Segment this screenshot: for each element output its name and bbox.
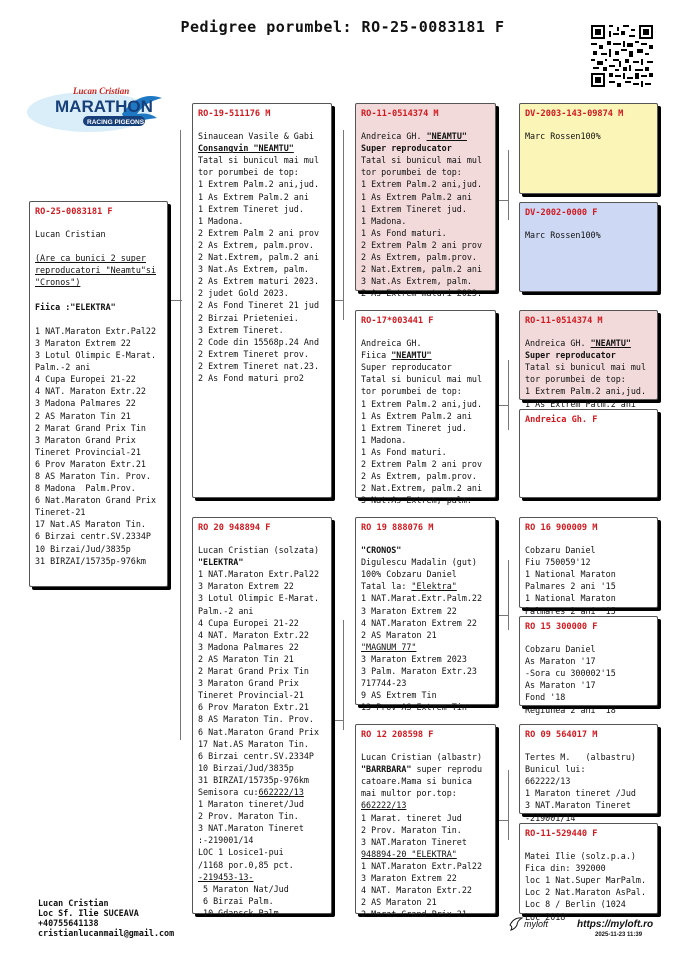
note-line: 17 Nat.AS Maraton Tin.	[198, 738, 309, 749]
note-line: 6 Prov Maraton Extr.21	[198, 702, 309, 713]
note-line: 2 Nat.Extrem, palm.2 ani	[361, 264, 483, 275]
note-line: 2 Birzai Prieteniei.	[198, 312, 299, 323]
note-line: 2 Nat.Extrem, palm.2 ani	[361, 483, 483, 494]
note-line: Tatal la: "Elektra"	[361, 581, 457, 592]
note-line	[35, 313, 162, 325]
ring-number: DV-2003-143-09874 M	[525, 109, 624, 119]
note-line: As Maraton '17	[525, 656, 596, 667]
owner-address: Loc Sf. Ilie SUCEAVA	[38, 908, 139, 918]
card-notes	[361, 130, 490, 299]
note-line: 10 Birzai/Jud/3835p	[198, 762, 294, 773]
pigeon-card-dds[interactable]	[519, 724, 658, 823]
card-notes	[361, 544, 490, 713]
note-line: 1 As Extrem Palm.2 ani	[361, 191, 472, 202]
note-line: tor porumbei de top:	[525, 374, 626, 385]
note-line: Tatal si bunicul mai mul	[361, 374, 483, 385]
note-line: 2 As Fond Tineret 21 jud	[198, 300, 320, 311]
note-line: Palmares 2 ani '15	[525, 581, 616, 592]
note-line: "MAGNUM 77"	[361, 641, 417, 652]
note-line: 1 Marat. tineret Jud	[361, 812, 462, 823]
note-line: 3 Lotul Olimpic E-Marat.	[35, 350, 157, 361]
note-line: Marc Rossen100%	[525, 131, 601, 142]
note-line: 2 Prov. Maraton Tin.	[198, 811, 299, 822]
ring-number: RO-19-511176 M	[198, 109, 271, 119]
owner-phone: +40755641138	[38, 918, 99, 928]
note-line	[35, 240, 162, 252]
note-line: 3 Maraton Extrem 22	[361, 605, 457, 616]
note-line: Loc 2018	[525, 911, 566, 922]
note-line: 1 Extrem Tineret jud.	[361, 422, 467, 433]
ring-number: RO-11-0514374 M	[525, 316, 603, 326]
note-line: Super reproducator	[361, 362, 452, 373]
note-line: Semisora cu:662222/13	[198, 786, 304, 797]
note-line: Andreica GH. "NEAMTU"	[525, 338, 631, 349]
note-line: 1 As Extrem Palm.2 ani	[525, 398, 636, 409]
note-line: 1 Extrem Tineret jud.	[198, 203, 304, 214]
note-line: 3 Maraton Extrem 22	[198, 581, 294, 592]
note-line: 10 Gdansck Palm	[198, 907, 279, 918]
note-line: 1 Extrem Palm.2 ani,jud.	[361, 179, 483, 190]
note-line: Tatal si bunicul mai mul	[198, 155, 320, 166]
note-line: -Sora cu 300002'15	[525, 668, 616, 679]
note-line: Tatal si bunicul mai mul	[361, 155, 483, 166]
note-line: 8 AS Maraton Tin. Prov.	[35, 470, 151, 481]
note-line: Fond '18	[525, 692, 566, 703]
qr-code-icon	[591, 25, 653, 87]
note-line: Lucan Cristian (solzata)	[198, 545, 320, 556]
pigeon-card-sire-sire[interactable]	[355, 103, 496, 299]
note-line	[35, 289, 162, 301]
note-line: 17 Nat.AS Maraton Tin.	[35, 519, 146, 530]
note-line: 3 Madona Palmares 22	[198, 641, 299, 652]
note-line: 4 Cupa Europei 21-22	[35, 374, 136, 385]
note-line: loc 1 Nat.Super MarPalm.	[525, 875, 647, 886]
ring-number: RO-17*003441 F	[361, 316, 434, 326]
note-line: 2 As Extrem maturi 2023.	[361, 288, 483, 299]
note-line: 6 Birzai centr.SV.2334P	[35, 531, 151, 542]
note-line: Loc 8 / Berlin (1024	[525, 899, 626, 910]
ring-number: Andreica Gh. F	[525, 415, 598, 425]
note-line: 1 As Fond maturi.	[361, 227, 447, 238]
note-line: 2 Extrem Tineret prov.	[198, 348, 309, 359]
note-line: 4 NAT.Maraton Extrem 22	[361, 617, 477, 628]
note-line: 2 Marat Grand Prix Tin	[198, 666, 309, 677]
note-line: 2 AS Maraton Tin 21	[35, 410, 131, 421]
note-line: 2 As Extrem, palm.prov.	[361, 252, 477, 263]
note-line: 31 BIRZAI/15735p-976km	[35, 555, 146, 566]
note-line: Marc Rossen100%	[525, 230, 601, 241]
note-line: 8 AS Maraton Tin. Prov.	[198, 714, 314, 725]
note-line: 3 Maraton Extrem 22	[361, 873, 457, 884]
generated-timestamp: 2025-11-23 11:39	[595, 932, 643, 938]
ring-number: RO 20 948894 F	[198, 523, 271, 533]
card-notes	[525, 130, 652, 142]
note-line: LOC 1 Losice1-pui	[198, 847, 284, 858]
note-line: 6 Nat.Maraton Grand Prix	[35, 495, 157, 506]
note-line: Digulescu Madalin (gut)	[361, 557, 477, 568]
note-line: 1 NAT.Maraton Extr.Pal22	[361, 860, 483, 871]
svg-text:Lucan Cristian: Lucan Cristian	[73, 86, 130, 96]
owner-email: cristianlucanmail@gmail.com	[38, 928, 175, 938]
note-line: 3 Lotul Olimpic E-Marat.	[198, 593, 320, 604]
note-line: catoare.Mama si bunica	[361, 776, 472, 787]
note-line: Fiu 750059'12	[525, 557, 591, 568]
card-notes	[525, 751, 652, 824]
note-line: 1 Extrem Palm.2 ani,jud.	[525, 386, 647, 397]
note-line: 2 Marat Grand Prix Tin	[35, 422, 146, 433]
note-line: 2 Marat Grand Prix 21	[361, 909, 467, 920]
card-notes	[198, 544, 326, 919]
note-line: Palm.-2 ani	[35, 362, 91, 373]
note-line: 1 Madona.	[361, 434, 407, 445]
note-line: /1168 por.0,85 pct.	[198, 859, 294, 870]
note-line: 1 Extrem Palm.2 ani,jud.	[361, 398, 483, 409]
note-line: Cobzaru Daniel	[525, 545, 596, 556]
note-line: 3 Madona Palmares 22	[35, 398, 136, 409]
note-line: Bunicul lui:	[525, 764, 586, 775]
note-line: 2 Prov. Maraton Tin.	[361, 824, 462, 835]
note-line: Tineret-21	[35, 507, 86, 518]
note-line: 3 Maraton Extrem 2023	[361, 653, 467, 664]
card-notes	[525, 643, 652, 716]
note-line: Andreica GH. "NEAMTU"	[361, 131, 467, 142]
marathon-logo	[27, 84, 165, 136]
ring-number: RO-25-0083181 F	[35, 207, 113, 217]
pigeon-card-dam-sire[interactable]	[355, 517, 496, 713]
note-line: 1 NAT.Maraton Extr.Pal22	[35, 325, 157, 336]
ring-number: RO-11-0514374 M	[361, 109, 439, 119]
note-line: 2 Extrem Palm 2 ani prov	[361, 239, 483, 250]
pigeon-card-sds[interactable]	[519, 310, 658, 409]
note-line: 3 Maraton Grand Prix	[198, 678, 299, 689]
note-line: 4 Cupa Europei 21-22	[198, 617, 299, 628]
note-line: 10 Birzai/Jud/3835p	[35, 543, 131, 554]
note-line: Fiica :"ELEKTRA"	[35, 301, 116, 312]
note-line: Andreica GH.	[361, 338, 422, 349]
note-line: "ELEKTRA"	[198, 557, 244, 568]
note-line: 2 judet Gold 2023.	[198, 288, 289, 299]
note-line: (Are ca bunici 2 super	[35, 253, 146, 264]
pigeon-card-ddd[interactable]	[519, 823, 658, 922]
note-line: 717744-23	[361, 678, 407, 689]
note-line: 4 NAT. Maraton Extr.22	[198, 629, 309, 640]
note-line: 1 Madona.	[361, 215, 407, 226]
pigeon-card-sss[interactable]	[519, 103, 658, 194]
note-line: 6 Nat.Maraton Grand Prix	[198, 726, 320, 737]
note-line: Lucan Cristian	[35, 229, 106, 240]
myloft-bird-icon	[509, 915, 523, 931]
note-line: 1 Maraton tineret/Jud	[198, 799, 304, 810]
note-line: 13 Prov AS Extrem Tin	[361, 702, 467, 713]
note-line: 662222/13	[525, 776, 571, 787]
card-notes	[35, 228, 162, 567]
page-title: Pedigree porumbel: RO-25-0083181 F	[180, 18, 505, 36]
card-notes	[361, 751, 490, 920]
pigeon-card-dsd[interactable]	[519, 616, 658, 715]
note-line: 1 As Fond maturi.	[361, 446, 447, 457]
note-line: :-219001/14	[198, 835, 254, 846]
ring-number: RO-11-529440 F	[525, 829, 598, 839]
ring-number: RO 12 208598 F	[361, 730, 434, 740]
note-line: 2 Nat.Extrem, palm.2 ani	[198, 252, 320, 263]
card-notes	[525, 544, 652, 617]
note-line: Tineret Provincial-21	[35, 446, 141, 457]
note-line: 3 Nat.As Extrem, palm.	[361, 276, 472, 287]
note-line: 1 National Maraton	[525, 593, 616, 604]
note-line: tor porumbei de top:	[198, 167, 299, 178]
ring-number: RO 15 300000 F	[525, 622, 598, 632]
note-line: Regiunea 2 ani '18	[525, 704, 616, 715]
pigeon-card-subject[interactable]	[29, 201, 168, 587]
note-line: 6 Birzai centr.SV.2334P	[198, 750, 314, 761]
ring-number: RO 19 888076 M	[361, 523, 434, 533]
pigeon-card-sire-dam[interactable]	[355, 310, 496, 506]
note-line: 1 NAT.Marat.Extr.Palm.22	[361, 593, 483, 604]
note-line: 1 Extrem Tineret jud.	[361, 203, 467, 214]
note-line: 6 Birzai Palm.	[198, 895, 274, 906]
note-line: 1 NAT.Maraton Extr.Pal22	[198, 569, 320, 580]
note-line: 1 National Maraton	[525, 569, 616, 580]
pigeon-card-dam-dam[interactable]	[355, 724, 496, 920]
note-line: 31 BIRZAI/15735p-976km	[198, 774, 309, 785]
note-line: Super reproducator	[525, 350, 616, 361]
pigeon-card-sire[interactable]	[192, 103, 332, 498]
ring-number: DV-2002-0000 F	[525, 208, 598, 218]
note-line: -219453-13-	[198, 871, 254, 882]
note-line: tor porumbei de top:	[361, 386, 462, 397]
note-line: 4 NAT. Maraton Extr.22	[361, 885, 472, 896]
owner-name: Lucan Cristian	[38, 898, 109, 908]
owner-contact	[38, 898, 174, 938]
note-line: Tatal si bunicul mai mul	[525, 362, 647, 373]
note-line: 3 Maraton Extrem 22	[35, 337, 131, 348]
note-line: 100% Cobzaru Daniel	[361, 569, 457, 580]
note-line: 3 Palm. Maraton Extr.23	[361, 666, 477, 677]
note-line: 2 AS Maraton 21	[361, 897, 437, 908]
svg-text:RACING PIGEONS: RACING PIGEONS	[87, 119, 145, 126]
note-line: 2 AS Maraton 21	[361, 629, 437, 640]
pigeon-card-dss[interactable]	[519, 517, 658, 616]
note-line: 2 Extrem Palm 2 ani prov	[361, 459, 483, 470]
note-line: 1 As Extrem Palm.2 ani	[361, 410, 472, 421]
note-line: Super reproducator	[361, 143, 452, 154]
note-line: 948894-20 "ELEKTRA"	[361, 848, 457, 859]
note-line: "Cronos")	[35, 277, 81, 288]
note-line: 4 NAT. Maraton Extr.22	[35, 386, 146, 397]
note-line: -219001/14	[525, 812, 576, 823]
note-line: 662222/13	[361, 800, 407, 811]
note-line: Fiica "NEAMTU"	[361, 350, 432, 361]
note-line: 3 NAT.Maraton Tineret	[525, 800, 631, 811]
note-line: 2 Extrem Tineret nat.23.	[198, 360, 320, 371]
card-notes	[525, 229, 652, 241]
note-line: 6 Prov Maraton Extr.21	[35, 458, 146, 469]
note-line: 3 Extrem Tineret.	[198, 324, 284, 335]
ring-number: RO 16 900009 M	[525, 523, 598, 533]
note-line: Lucan Cristian (albastr)	[361, 752, 483, 763]
svg-text:MARATHON: MARATHON	[55, 97, 153, 116]
note-line: 8 Madona Palm.Prov.	[35, 483, 136, 494]
note-line: 3 Nat.As Extrem, palm.	[361, 495, 472, 506]
pigeon-card-sdd[interactable]	[519, 409, 658, 498]
note-line: Cobzaru Daniel	[525, 644, 596, 655]
note-line: 2 Code din 15568p.24 And	[198, 336, 320, 347]
note-line: 1 As Extrem Palm.2 ani	[198, 191, 309, 202]
pigeon-card-ssd[interactable]	[519, 202, 658, 292]
note-line: 2 Extrem Palm 2 ani prov	[198, 227, 320, 238]
note-line: As Maraton '17	[525, 680, 596, 691]
note-line: 2 As Extrem maturi 2023.	[198, 276, 320, 287]
note-line: 3 Maraton Grand Prix	[35, 434, 136, 445]
note-line: 1 Maraton tineret /Jud	[525, 788, 636, 799]
note-line: mai multor por.top:	[361, 788, 457, 799]
note-line: tor porumbei de top:	[361, 167, 462, 178]
note-line: Fica din: 392000	[525, 863, 606, 874]
note-line: 2 As Fond maturi pro2	[198, 372, 304, 383]
note-line: Matei Ilie (solz.p.a.)	[525, 851, 636, 862]
note-line: 2 AS Maraton Tin 21	[198, 653, 294, 664]
card-notes	[198, 130, 326, 384]
note-line: 2 As Extrem, palm.prov.	[198, 239, 314, 250]
note-line: Palmares 2 ani '15	[525, 605, 616, 616]
note-line: "CRONOS"	[361, 545, 402, 556]
note-line: 9 AS Extrem Tin	[361, 690, 437, 701]
note-line: Tineret Provincial-21	[198, 690, 304, 701]
note-line: 3 Nat.As Extrem, palm.	[198, 264, 309, 275]
note-line: Consangvin "NEAMTU"	[198, 143, 294, 154]
note-line: 1 Madona.	[198, 215, 244, 226]
note-line: 2 As Extrem, palm.prov.	[361, 471, 477, 482]
card-notes	[525, 337, 652, 410]
note-line: 1 Extrem Palm.2 ani,jud.	[198, 179, 320, 190]
note-line: Sinaucean Vasile & Gabi	[198, 131, 314, 142]
card-notes	[525, 850, 652, 923]
note-line: 5 Maraton Nat/Jud	[198, 883, 289, 894]
note-line: Tertes M. (albastru)	[525, 752, 636, 763]
note-line: 3 NAT.Maraton Tineret	[361, 836, 467, 847]
note-line: 3 NAT.Maraton Tineret	[198, 823, 304, 834]
note-line: Palm.-2 ani	[198, 605, 254, 616]
pigeon-card-dam[interactable]	[192, 517, 332, 918]
myloft-link[interactable]: https://myloft.ro	[577, 919, 654, 930]
ring-number: RO 09 564017 M	[525, 730, 598, 740]
note-line: "BARRBARA" super reprodu	[361, 764, 483, 775]
note-line: Loc 2 Nat.Maraton AsPal.	[525, 887, 647, 898]
card-notes	[361, 337, 490, 506]
note-line: reproducatori "Neamtu"si	[35, 265, 157, 276]
myloft-brand: myloft	[524, 919, 549, 929]
